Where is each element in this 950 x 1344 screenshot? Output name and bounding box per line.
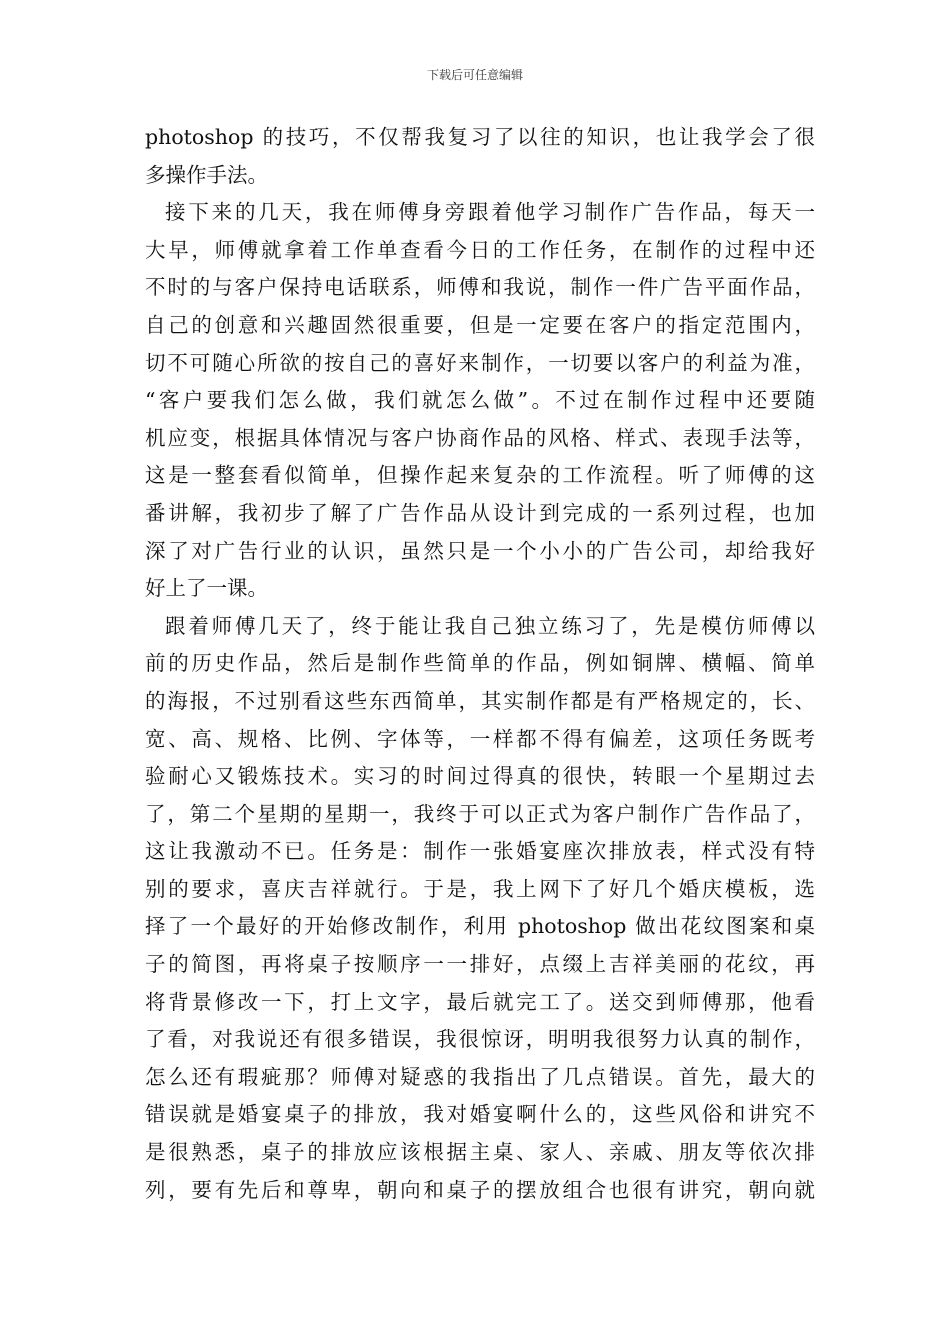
text-line: 接下来的几天，我在师傅身旁跟着他学习制作广告作品，每天一: [165, 200, 815, 225]
text-line: 不时的与客户保持电话联系，师傅和我说，制作一件广告平面作品，: [145, 275, 815, 300]
text-line: 错误就是婚宴桌子的排放，我对婚宴啊什么的，这些风俗和讲究不: [145, 1102, 815, 1127]
text-line: 将背景修改一下，打上文字，最后就完工了。送交到师傅那，他看: [145, 989, 815, 1014]
text-line: 别的要求，喜庆吉祥就行。于是，我上网下了好几个婚庆模板，选: [145, 876, 815, 901]
text-line: 跟着师傅几天了，终于能让我自己独立练习了，先是模仿师傅以: [165, 613, 815, 638]
text-line: 多操作手法。: [145, 162, 268, 187]
text-line: “客户要我们怎么做，我们就怎么做”。不过在制作过程中还要随: [145, 388, 815, 413]
text-line: 择了一个最好的开始修改制作，利用 photoshop 做出花纹图案和桌: [145, 914, 815, 939]
paragraph: [145, 194, 815, 608]
document-body: [145, 119, 815, 1209]
text-line: 宽、高、规格、比例、字体等，一样都不得有偏差，这项任务既考: [145, 726, 815, 751]
text-line: 子的简图，再将桌子按顺序一一排好，点缀上吉祥美丽的花纹，再: [145, 952, 815, 977]
text-line: 机应变，根据具体情况与客户协商作品的风格、样式、表现手法等，: [145, 425, 815, 450]
text-line: 番讲解，我初步了解了广告作品从设计到完成的一系列过程，也加: [145, 500, 815, 525]
paragraph: [145, 608, 815, 1210]
text-line: photoshop 的技巧，不仅帮我复习了以往的知识，也让我学会了很: [145, 125, 815, 149]
text-line: 的海报，不过别看这些东西简单，其实制作都是有严格规定的，长、: [145, 688, 815, 713]
text-line: 前的历史作品，然后是制作些简单的作品，例如铜牌、横幅、简单: [145, 651, 815, 676]
text-line: 是很熟悉，桌子的排放应该根据主桌、家人、亲戚、朋友等依次排: [145, 1140, 815, 1165]
paragraph: [145, 119, 815, 194]
text-line: 这让我激动不已。任务是：制作一张婚宴座次排放表，样式没有特: [145, 839, 815, 864]
text-line: 切不可随心所欲的按自己的喜好来制作，一切要以客户的利益为准，: [145, 350, 815, 375]
text-line: 自己的创意和兴趣固然很重要，但是一定要在客户的指定范围内，: [145, 312, 815, 337]
page-header: 下载后可任意编辑: [426, 68, 523, 82]
text-line: 了看，对我说还有很多错误，我很惊讶，明明我很努力认真的制作，: [145, 1027, 815, 1052]
text-line: 大早，师傅就拿着工作单查看今日的工作任务，在制作的过程中还: [145, 237, 815, 262]
text-line: 深了对广告行业的认识，虽然只是一个小小的广告公司，却给我好: [145, 538, 815, 563]
text-line: 了，第二个星期的星期一，我终于可以正式为客户制作广告作品了，: [145, 801, 815, 826]
text-line: 列，要有先后和尊卑，朝向和桌子的摆放组合也很有讲究，朝向就: [145, 1177, 815, 1202]
text-line: 这是一整套看似简单，但操作起来复杂的工作流程。听了师傅的这: [145, 463, 815, 488]
text-line: 验耐心又锻炼技术。实习的时间过得真的很快，转眼一个星期过去: [145, 764, 815, 789]
text-line: 怎么还有瑕疵那？师傅对疑惑的我指出了几点错误。首先，最大的: [145, 1064, 815, 1089]
text-line: 好上了一课。: [145, 576, 268, 601]
